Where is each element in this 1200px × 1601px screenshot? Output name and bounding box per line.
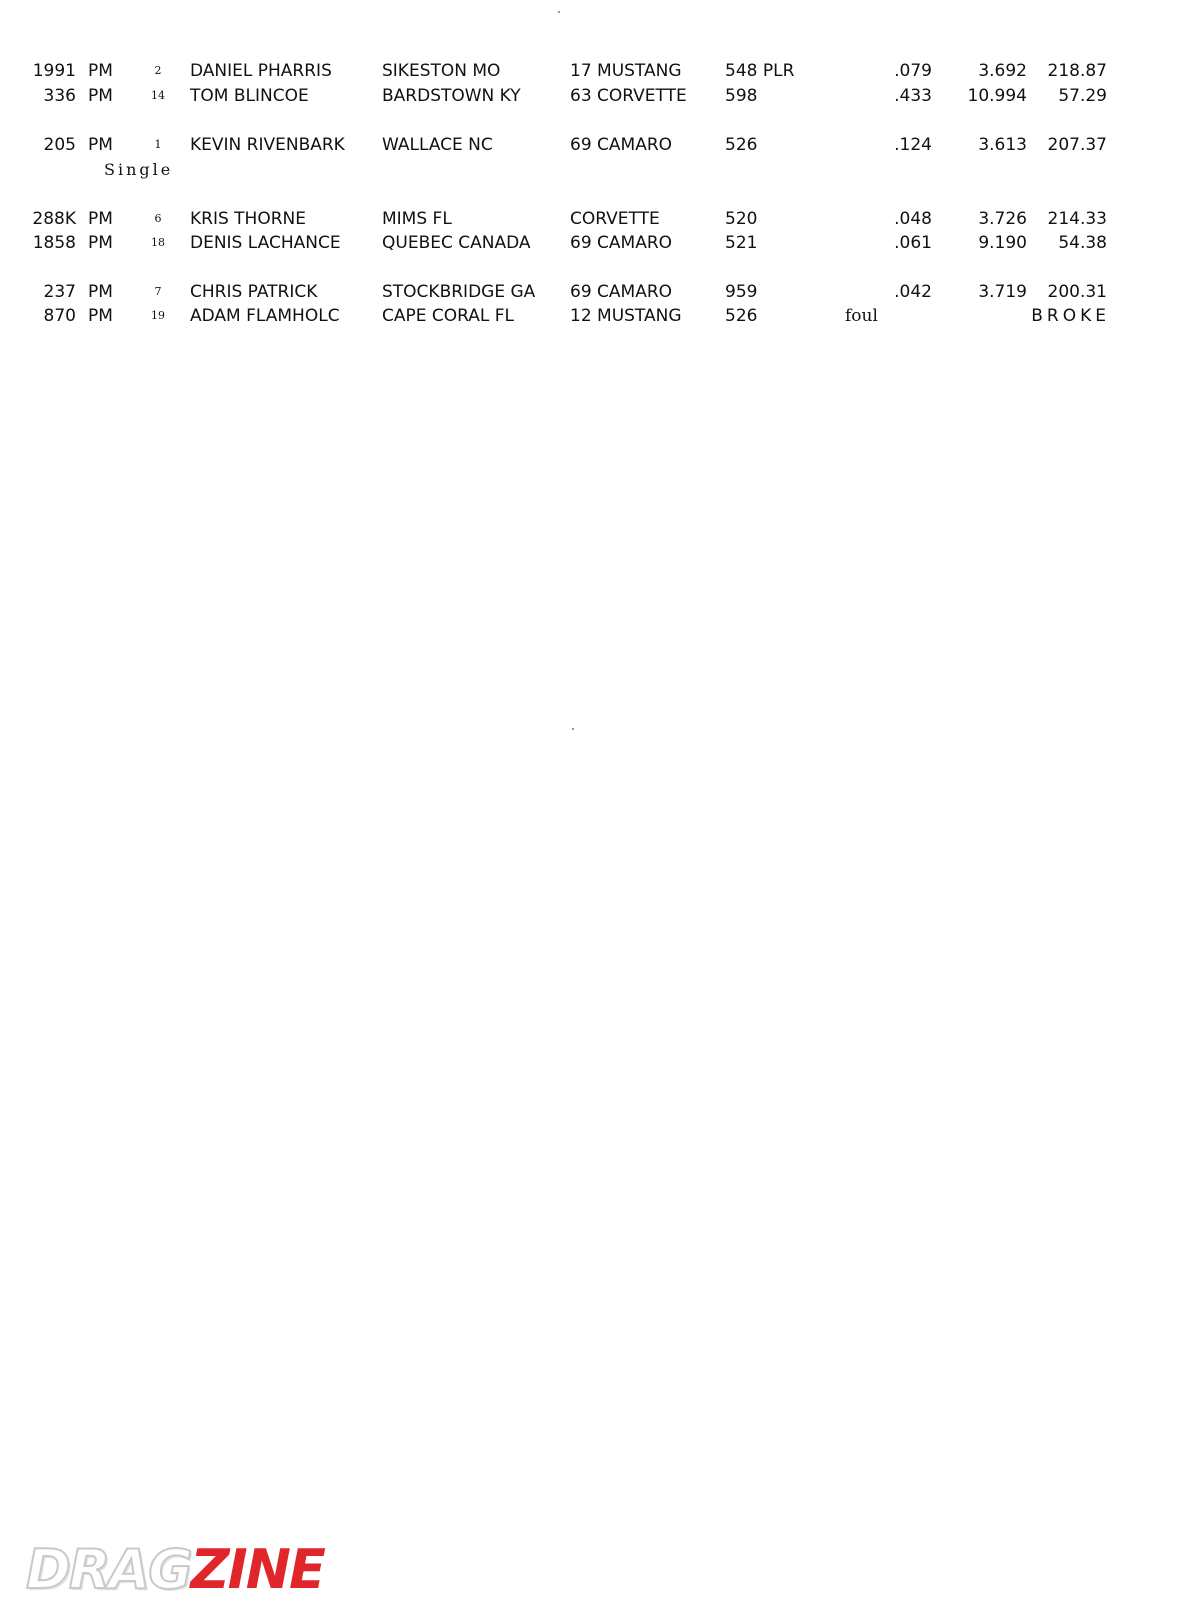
hometown: STOCKBRIDGE GA (382, 282, 536, 302)
engine: 520 (725, 209, 758, 229)
engine: 521 (725, 233, 758, 253)
class-code: PM (88, 61, 113, 81)
reaction-time: .042 (894, 282, 932, 302)
foul-note: foul (845, 306, 878, 326)
car-number: 1858 (32, 233, 76, 253)
hometown: QUEBEC CANADA (382, 233, 531, 253)
scan-speck (558, 11, 560, 13)
logo-zine-text: ZINE (190, 1538, 324, 1601)
hometown: CAPE CORAL FL (382, 306, 515, 326)
result-row (0, 304, 1200, 328)
class-code: PM (88, 282, 113, 302)
engine: 598 (725, 86, 758, 106)
engine: 548 PLR (725, 61, 795, 81)
reaction-time: .048 (894, 209, 932, 229)
engine: 526 (725, 135, 758, 155)
car-model: 17 MUSTANG (570, 61, 682, 81)
car-number: 336 (43, 86, 76, 106)
result-row (0, 84, 1200, 108)
result-row (0, 207, 1200, 231)
qualifying-position: 19 (151, 309, 165, 322)
class-code: PM (88, 233, 113, 253)
speed: 218.87 (1047, 61, 1107, 81)
speed: 207.37 (1047, 135, 1107, 155)
dragzine-logo (26, 1538, 324, 1601)
driver-name: KRIS THORNE (190, 209, 306, 229)
driver-name: TOM BLINCOE (190, 86, 309, 106)
broke-status: BROKE (1031, 306, 1110, 326)
driver-name: KEVIN RIVENBARK (190, 135, 345, 155)
engine: 526 (725, 306, 758, 326)
hometown: MIMS FL (382, 209, 452, 229)
qualifying-position: 14 (151, 89, 165, 102)
driver-name: CHRIS PATRICK (190, 282, 318, 302)
elapsed-time: 9.190 (978, 233, 1027, 253)
result-row (0, 133, 1200, 157)
qualifying-position: 6 (154, 212, 162, 225)
car-model: 69 CAMARO (570, 282, 673, 302)
hometown: WALLACE NC (382, 135, 493, 155)
reaction-time: .433 (894, 86, 932, 106)
result-row (0, 280, 1200, 304)
logo-drag-text: DRAG (26, 1538, 191, 1601)
result-row (0, 59, 1200, 83)
result-row (0, 231, 1200, 255)
car-number: 870 (43, 306, 76, 326)
car-model: 69 CAMARO (570, 233, 673, 253)
qualifying-position: 18 (151, 236, 165, 249)
speed: 57.29 (1058, 86, 1107, 106)
car-model: 63 CORVETTE (570, 86, 687, 106)
speed: 214.33 (1047, 209, 1107, 229)
reaction-time: .079 (894, 61, 932, 81)
reaction-time: .061 (894, 233, 932, 253)
qualifying-position: 1 (154, 138, 162, 151)
elapsed-time: 3.726 (978, 209, 1027, 229)
driver-name: DENIS LACHANCE (190, 233, 341, 253)
engine: 959 (725, 282, 758, 302)
car-number: 237 (43, 282, 76, 302)
hometown: BARDSTOWN KY (382, 86, 521, 106)
speed: 200.31 (1047, 282, 1107, 302)
qualifying-position: 2 (154, 64, 162, 77)
car-model: CORVETTE (570, 209, 660, 229)
hometown: SIKESTON MO (382, 61, 501, 81)
driver-name: DANIEL PHARRIS (190, 61, 332, 81)
scan-speck (572, 728, 574, 730)
car-number: 288K (32, 209, 76, 229)
class-code: PM (88, 86, 113, 106)
class-code: PM (88, 135, 113, 155)
car-model: 69 CAMARO (570, 135, 673, 155)
speed: 54.38 (1058, 233, 1107, 253)
elapsed-time: 3.692 (978, 61, 1027, 81)
driver-name: ADAM FLAMHOLC (190, 306, 340, 326)
elapsed-time: 3.613 (978, 135, 1027, 155)
elapsed-time: 10.994 (967, 86, 1027, 106)
class-code: PM (88, 209, 113, 229)
reaction-time: .124 (894, 135, 932, 155)
single-run-label: Single (104, 160, 174, 179)
class-code: PM (88, 306, 113, 326)
car-model: 12 MUSTANG (570, 306, 682, 326)
car-number: 1991 (32, 61, 76, 81)
car-number: 205 (43, 135, 76, 155)
elapsed-time: 3.719 (978, 282, 1027, 302)
qualifying-position: 7 (154, 285, 162, 298)
